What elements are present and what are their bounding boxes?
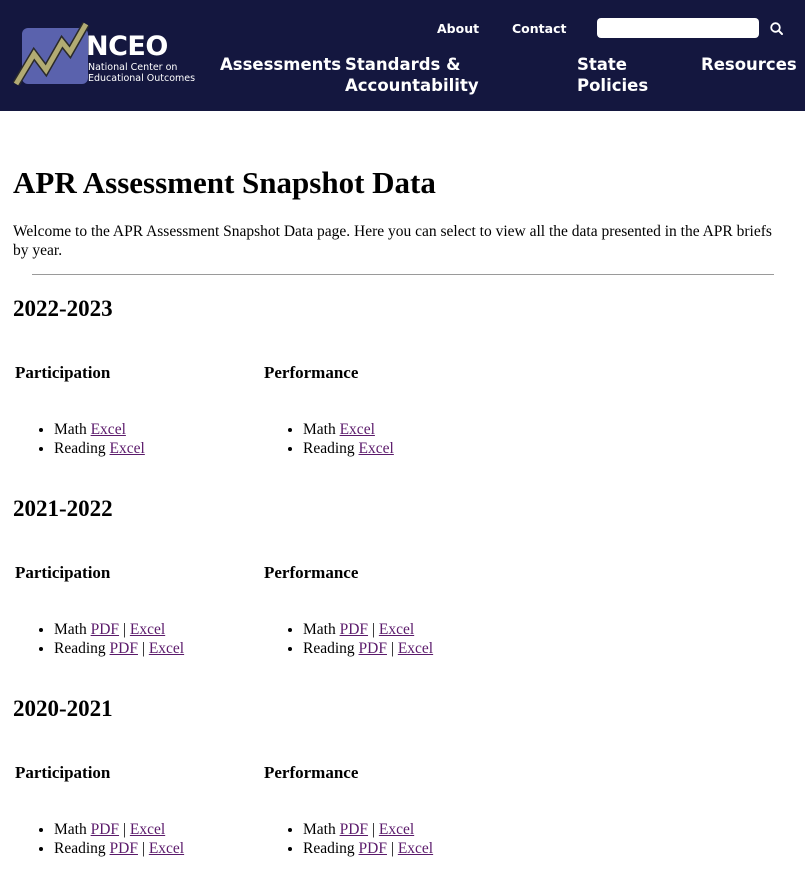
year-heading: 2020-2021 — [13, 696, 113, 721]
item-label: Math — [303, 621, 336, 638]
nav-standards-accountability[interactable] — [345, 54, 479, 96]
about-link[interactable]: About — [437, 21, 480, 36]
excel-link[interactable]: Excel — [90, 421, 126, 438]
logo-title: NCEO — [86, 31, 168, 62]
list-item — [303, 621, 433, 640]
link-separator: | — [141, 639, 145, 657]
participation-list — [13, 821, 184, 858]
page-title: APR Assessment Snapshot Data — [13, 165, 436, 200]
item-label: Math — [303, 821, 336, 838]
logo-subtitle-line-1: National Center on — [88, 62, 178, 73]
item-label: Math — [54, 421, 87, 438]
nav-standards-label-2: Accountability — [345, 76, 479, 95]
participation-list — [13, 621, 184, 658]
divider — [32, 274, 774, 275]
excel-link[interactable]: Excel — [397, 639, 434, 657]
nav-resources-label: Resources — [701, 55, 797, 74]
excel-link[interactable]: Excel — [148, 839, 185, 857]
pdf-link[interactable]: PDF — [109, 839, 138, 857]
participation-heading: Participation — [15, 563, 111, 582]
list-item — [54, 421, 145, 440]
list-item — [54, 440, 145, 459]
link-separator: | — [122, 821, 127, 838]
excel-link[interactable]: Excel — [129, 821, 166, 838]
main-content — [0, 165, 805, 275]
search-icon — [767, 19, 787, 39]
participation-list — [13, 421, 145, 458]
year-heading: 2021-2022 — [13, 496, 113, 521]
search-button[interactable] — [767, 19, 787, 39]
nav-state-label-2: Policies — [577, 76, 649, 95]
performance-list — [262, 621, 433, 658]
performance-heading: Performance — [264, 363, 359, 382]
participation-heading: Participation — [15, 363, 111, 382]
list-item — [54, 821, 184, 840]
link-separator: | — [371, 621, 376, 638]
excel-link[interactable]: Excel — [378, 621, 415, 638]
pdf-link[interactable]: PDF — [358, 839, 387, 857]
item-label: Reading — [54, 839, 106, 857]
list-item — [303, 640, 433, 659]
excel-link[interactable]: Excel — [109, 439, 145, 457]
item-label: Reading — [303, 839, 355, 857]
item-label: Math — [54, 621, 87, 638]
link-separator: | — [390, 639, 394, 657]
item-label: Reading — [54, 439, 106, 457]
list-item — [54, 621, 184, 640]
logo-subtitle-line-2: Educational Outcomes — [88, 72, 196, 84]
year-heading: 2022-2023 — [13, 296, 113, 321]
list-item — [303, 440, 394, 459]
pdf-link[interactable]: PDF — [339, 621, 369, 638]
list-item — [54, 640, 184, 659]
link-separator: | — [122, 621, 127, 638]
excel-link[interactable]: Excel — [129, 621, 166, 638]
pdf-link[interactable]: PDF — [358, 639, 387, 657]
list-item — [303, 840, 433, 859]
excel-link[interactable]: Excel — [148, 639, 185, 657]
link-separator: | — [371, 821, 376, 838]
participation-heading: Participation — [15, 763, 111, 782]
excel-link[interactable]: Excel — [397, 839, 434, 857]
search-input[interactable] — [597, 18, 759, 38]
excel-link[interactable]: Excel — [378, 821, 415, 838]
nav-standards-label-1: Standards & — [345, 55, 461, 74]
item-label: Math — [303, 421, 336, 438]
pdf-link[interactable]: PDF — [339, 821, 369, 838]
contact-link[interactable]: Contact — [512, 21, 567, 36]
intro-text: Welcome to the APR Assessment Snapshot Data page. Here you can select to view all the data presented in the APR briefs by year. — [13, 223, 772, 259]
nav-state-policies[interactable] — [577, 54, 648, 96]
list-item — [54, 840, 184, 859]
logo-subtitle — [88, 63, 195, 84]
item-label: Math — [54, 821, 87, 838]
list-item — [303, 821, 433, 840]
excel-link[interactable]: Excel — [358, 439, 394, 457]
nav-resources[interactable] — [701, 54, 797, 75]
pdf-link[interactable]: PDF — [109, 639, 138, 657]
link-separator: | — [141, 839, 145, 857]
item-label: Reading — [303, 639, 355, 657]
list-item — [303, 421, 394, 440]
performance-list — [262, 421, 394, 458]
performance-heading: Performance — [264, 763, 359, 782]
nceo-chart-logo-icon — [12, 20, 92, 92]
performance-list — [262, 821, 433, 858]
excel-link[interactable]: Excel — [339, 421, 375, 438]
pdf-link[interactable]: PDF — [90, 621, 120, 638]
link-separator: | — [390, 839, 394, 857]
pdf-link[interactable]: PDF — [90, 821, 120, 838]
item-label: Reading — [303, 439, 355, 457]
performance-heading: Performance — [264, 563, 359, 582]
nav-assessments-label: Assessments — [220, 55, 342, 74]
site-header — [0, 0, 805, 111]
nceo-logo[interactable] — [12, 20, 212, 90]
nav-assessments[interactable] — [220, 54, 341, 75]
item-label: Reading — [54, 639, 106, 657]
nav-state-label-1: State — [577, 55, 627, 74]
